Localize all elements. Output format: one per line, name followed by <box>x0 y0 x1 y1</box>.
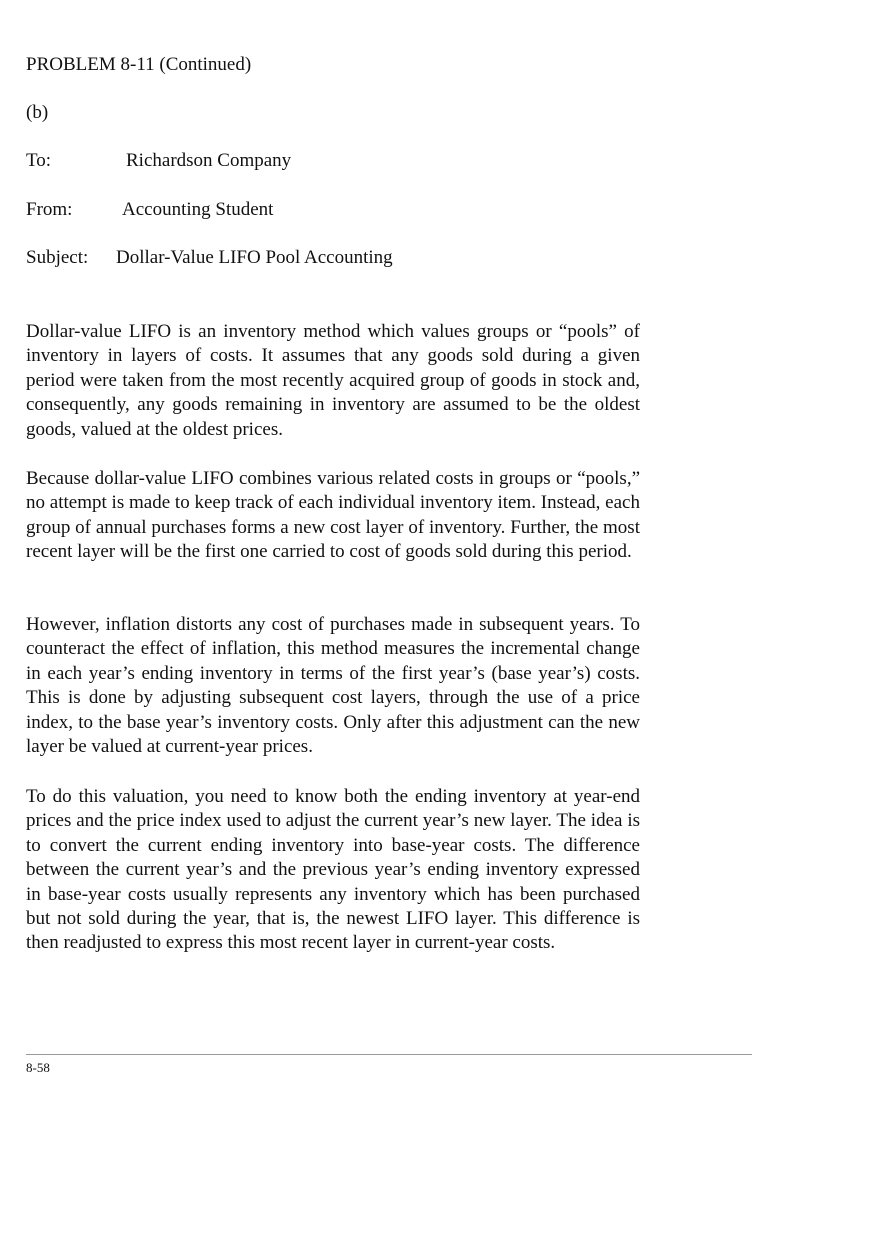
memo-from-label: From: <box>26 199 73 220</box>
body-paragraph: Because dollar-value LIFO combines various related costs in groups or “pools,” no attempt is made to keep track of each individual inventory item. Instead, each group of annual purchases forms a new cost layer of inventory. Further, the most recent layer will be the first one carried to cost of goods sold during this period. <box>26 468 640 563</box>
memo-subject-label: Subject: <box>26 247 89 268</box>
page-number: 8-58 <box>26 1060 50 1075</box>
body-paragraph: Dollar-value LIFO is an inventory method which values groups or “pools” of inventory in layers of costs. It assumes that any goods sold during a given period were taken from the most recently acquired group of goods in stock and, consequently, any goods remaining in inventory are assumed to be the oldest goods, valued at the oldest prices. <box>26 321 640 440</box>
body-paragraph: However, inflation distorts any cost of purchases made in subsequent years. To counteract the effect of inflation, this method measures the incremental change in each year’s ending inventory in terms of the first year’s (base year’s) costs. This is done by adjusting subsequent cost layers, through the use of a price index, to the base year’s inventory costs. Only after this adjustment can the new layer be valued at current-year prices. <box>26 614 640 758</box>
memo-from-value: Accounting Student <box>122 199 274 220</box>
problem-title: PROBLEM 8-11 (Continued) <box>26 54 252 75</box>
part-label: (b) <box>26 102 49 123</box>
memo-to-label: To: <box>26 150 52 171</box>
footer-divider <box>26 1054 752 1055</box>
memo-from-row <box>26 198 526 222</box>
body-paragraph: To do this valuation, you need to know both the ending inventory at year-end prices and the price index used to adjust the current year’s new layer. The idea is to convert the current ending inventory into base-year costs. The difference between the current year’s and the previous year’s ending inventory expressed in base-year costs usually represents any inventory which has been purchased but not sold during the year, that is, the newest LIFO layer. This difference is then readjusted to express this most recent layer in current-year costs. <box>26 786 640 954</box>
memo-subject-value: Dollar-Value LIFO Pool Accounting <box>116 247 393 268</box>
memo-subject-row <box>26 246 526 270</box>
memo-to-row <box>26 149 526 173</box>
memo-to-value: Richardson Company <box>126 150 292 171</box>
